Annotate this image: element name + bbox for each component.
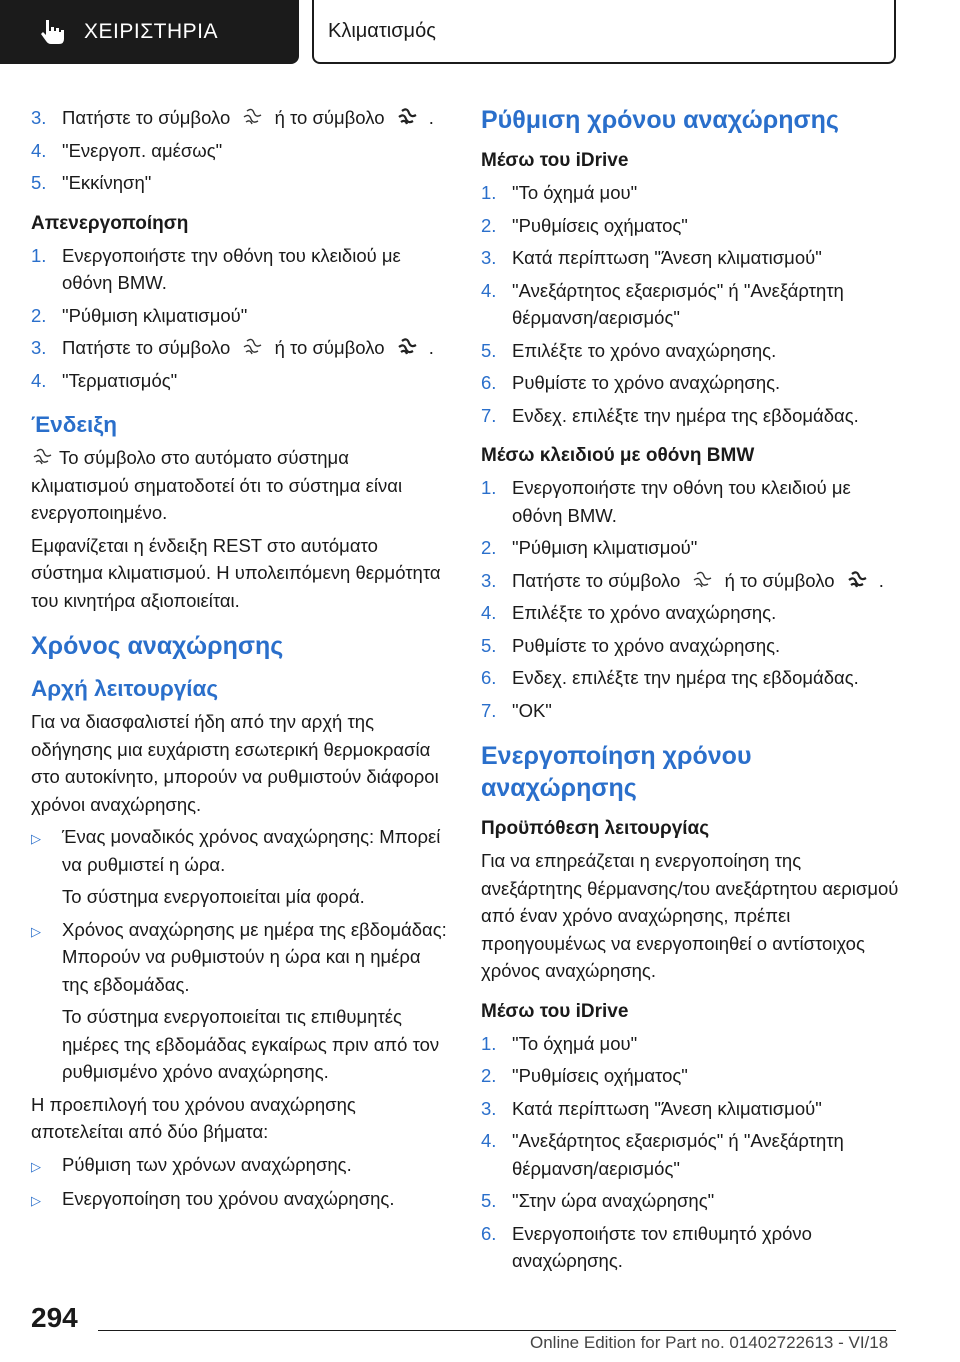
list-item: 3. Κατά περίπτωση "Άνεση κλιματισμού" xyxy=(481,247,822,268)
list-item: ▷ Ένας μοναδικός χρόνος αναχώρησης: Μπορεί να ρυθμιστεί η ώρα. xyxy=(31,823,449,878)
deactivation-title: Απενεργοποίηση xyxy=(31,212,189,234)
via-idrive-title-2: Μέσω του iDrive xyxy=(481,1000,629,1022)
list-item: 6. Ενδεχ. επιλέξτε την ημέρα της εβδομάδας. xyxy=(481,667,859,688)
idrive-steps xyxy=(481,179,899,429)
list-item: 4. Επιλέξτε το χρόνο αναχώρησης. xyxy=(481,602,777,623)
list-item: 2. "Ρύθμιση κλιματισμού" xyxy=(31,304,248,326)
list-item: 7. Ενδεχ. επιλέξτε την ημέρα της εβδομάδας. xyxy=(481,404,859,426)
list-item: 5. "Στην ώρα αναχώρησης" xyxy=(481,1190,715,1211)
list-item: ▷ Χρόνος αναχώρησης με ημέρα της εβδομάδας: Μπορούν να ρυθμιστούν η ώρα και η ημέρα της εβδομάδας. xyxy=(31,916,449,999)
ventilation-symbol-icon xyxy=(31,447,53,467)
footer-rule xyxy=(98,1330,896,1331)
via-idrive-title: Μέσω του iDrive xyxy=(481,150,629,171)
indication-title: Ένδειξη xyxy=(31,412,118,437)
list-item: 7. "OK" xyxy=(481,699,552,721)
list-item: 4. "Ενεργοπ. αμέσως" xyxy=(31,139,223,161)
list-item: ▷ Ρύθμιση των χρόνων αναχώρησης. xyxy=(31,1151,449,1181)
hand-pointer-icon xyxy=(38,17,68,47)
indication-paragraph: Το σύμβολο στο αυτόματο σύστημα κλιματισμού σηματοδοτεί ότι το σύστημα είναι ενεργοποιημένο. xyxy=(31,447,403,523)
ventilation-symbol-bold-icon xyxy=(846,570,868,590)
prereq-title: Προϋπόθεση λειτουργίας xyxy=(481,818,710,839)
list-item: 3. Πατήστε το σύμβολο ή το σύμβολο . xyxy=(31,107,434,128)
list-item: 6. Ρυθμίστε το χρόνο αναχώρησης. xyxy=(481,372,781,393)
bullet-note: Το σύστημα ενεργοποιείται μία φορά. xyxy=(62,886,365,907)
key-steps xyxy=(481,474,899,724)
top-steps xyxy=(31,104,449,197)
list-item: 4. "Τερματισμός" xyxy=(31,369,178,391)
list-item: 2. "Ρυθμίσεις οχήματος" xyxy=(481,1065,688,1086)
page-number: 294 xyxy=(31,1302,78,1333)
setting-title: Ρύθμιση χρόνου αναχώρησης xyxy=(481,106,839,134)
section-title: ΧΕΙΡΙΣΤΗΡΙΑ xyxy=(84,20,219,43)
principle-paragraph: Για να διασφαλιστεί ήδη από την αρχή της οδήγησης μια ευχάριστη εσωτερική θερμοκρασία στο αυτοκίνητο, μπορούν να ρυθμιστούν διάφοροι χρόνοι αναχώρησης. xyxy=(31,711,439,815)
ventilation-symbol-icon xyxy=(691,570,713,590)
prereq-paragraph: Για να επηρεάζεται η ενεργοποίηση της ανεξάρτητης θέρμανσης/του ανεξάρτητου αερισμού από έναν χρόνο αναχώρησης, πρέπει προηγουμένως να ενεργοποιηθεί ο αντίστοιχος χρόνος αναχώρησης. xyxy=(481,850,899,981)
idrive2-steps xyxy=(481,1030,899,1275)
list-item: ▷ Ενεργοποίηση του χρόνου αναχώρησης. xyxy=(31,1185,449,1215)
left-column xyxy=(31,104,449,1220)
list-item: 2. "Ρυθμίσεις οχήματος" xyxy=(481,214,688,236)
triangle-bullet-icon: ▷ xyxy=(31,923,41,939)
departure-title: Χρόνος αναχώρησης xyxy=(31,632,284,660)
list-item: 5. "Εκκίνηση" xyxy=(31,172,152,193)
list-item: 5. Επιλέξτε το χρόνο αναχώρησης. xyxy=(481,339,777,361)
chapter-title: Κλιματισμός xyxy=(328,19,436,42)
list-item: 1. Ενεργοποιήστε την οθόνη του κλειδιού με οθόνη BMW. xyxy=(31,244,401,293)
list-item: 6. Ενεργοποιήστε τον επιθυμητό χρόνο αναχώρησης. xyxy=(481,1222,812,1271)
ventilation-symbol-bold-icon xyxy=(396,107,418,127)
list-item: 4. "Ανεξάρτητος εξαερισμός" ή "Ανεξάρτητη θέρμανση/αερισμός" xyxy=(481,279,844,328)
section-tab xyxy=(0,0,299,64)
rest-paragraph: Εμφανίζεται η ένδειξη REST στο αυτόματο σύστημα κλιματισμού. Η υπολειπόμενη θερμότητα του κινητήρα αξιοποιείται. xyxy=(31,534,441,611)
principle-title: Αρχή λειτουργίας xyxy=(31,676,219,701)
list-item: 4. "Ανεξάρτητος εξαερισμός" ή "Ανεξάρτητη θέρμανση/αερισμός" xyxy=(481,1130,844,1179)
right-column xyxy=(481,104,899,1281)
triangle-bullet-icon: ▷ xyxy=(31,831,41,846)
list-item: 3. Κατά περίπτωση "Άνεση κλιματισμού" xyxy=(481,1097,822,1119)
list-item: 1. "Το όχημά μου" xyxy=(481,182,638,203)
list-item: 5. Ρυθμίστε το χρόνο αναχώρησης. xyxy=(481,634,781,656)
triangle-bullet-icon: ▷ xyxy=(31,1193,41,1208)
via-key-title: Μέσω κλειδιού με οθόνη BMW xyxy=(481,445,755,466)
activation-title: Ενεργοποίηση χρόνου αναχώρησης xyxy=(481,742,752,802)
chapter-box xyxy=(312,0,896,64)
departure-types xyxy=(31,823,449,878)
list-item: 3. Πατήστε το σύμβολο ή το σύμβολο . xyxy=(481,569,884,591)
list-item: 3. Πατήστε το σύμβολο ή το σύμβολο . xyxy=(31,337,434,358)
list-item: 1. "Το όχημά μου" xyxy=(481,1032,638,1054)
triangle-bullet-icon: ▷ xyxy=(31,1158,41,1174)
ventilation-symbol-icon xyxy=(241,337,263,357)
edition-text: Online Edition for Part no. 01402722613 - VI/18 xyxy=(530,1333,889,1352)
list-item: 2. "Ρύθμιση κλιματισμού" xyxy=(481,537,698,558)
default-paragraph: Η προεπιλογή του χρόνου αναχώρησης αποτελείται από δύο βήματα: xyxy=(31,1093,356,1142)
deactivation-steps xyxy=(31,242,449,395)
list-item: 1. Ενεργοποιήστε την οθόνη του κλειδιού με οθόνη BMW. xyxy=(481,477,851,526)
bullet-note: Το σύστημα ενεργοποιείται τις επιθυμητές ημέρες της εβδομάδας εγκαίρως πριν από τον ρυθμισμένο χρόνο αναχώρησης. xyxy=(62,1006,440,1082)
ventilation-symbol-bold-icon xyxy=(396,337,418,357)
ventilation-symbol-icon xyxy=(241,107,263,127)
